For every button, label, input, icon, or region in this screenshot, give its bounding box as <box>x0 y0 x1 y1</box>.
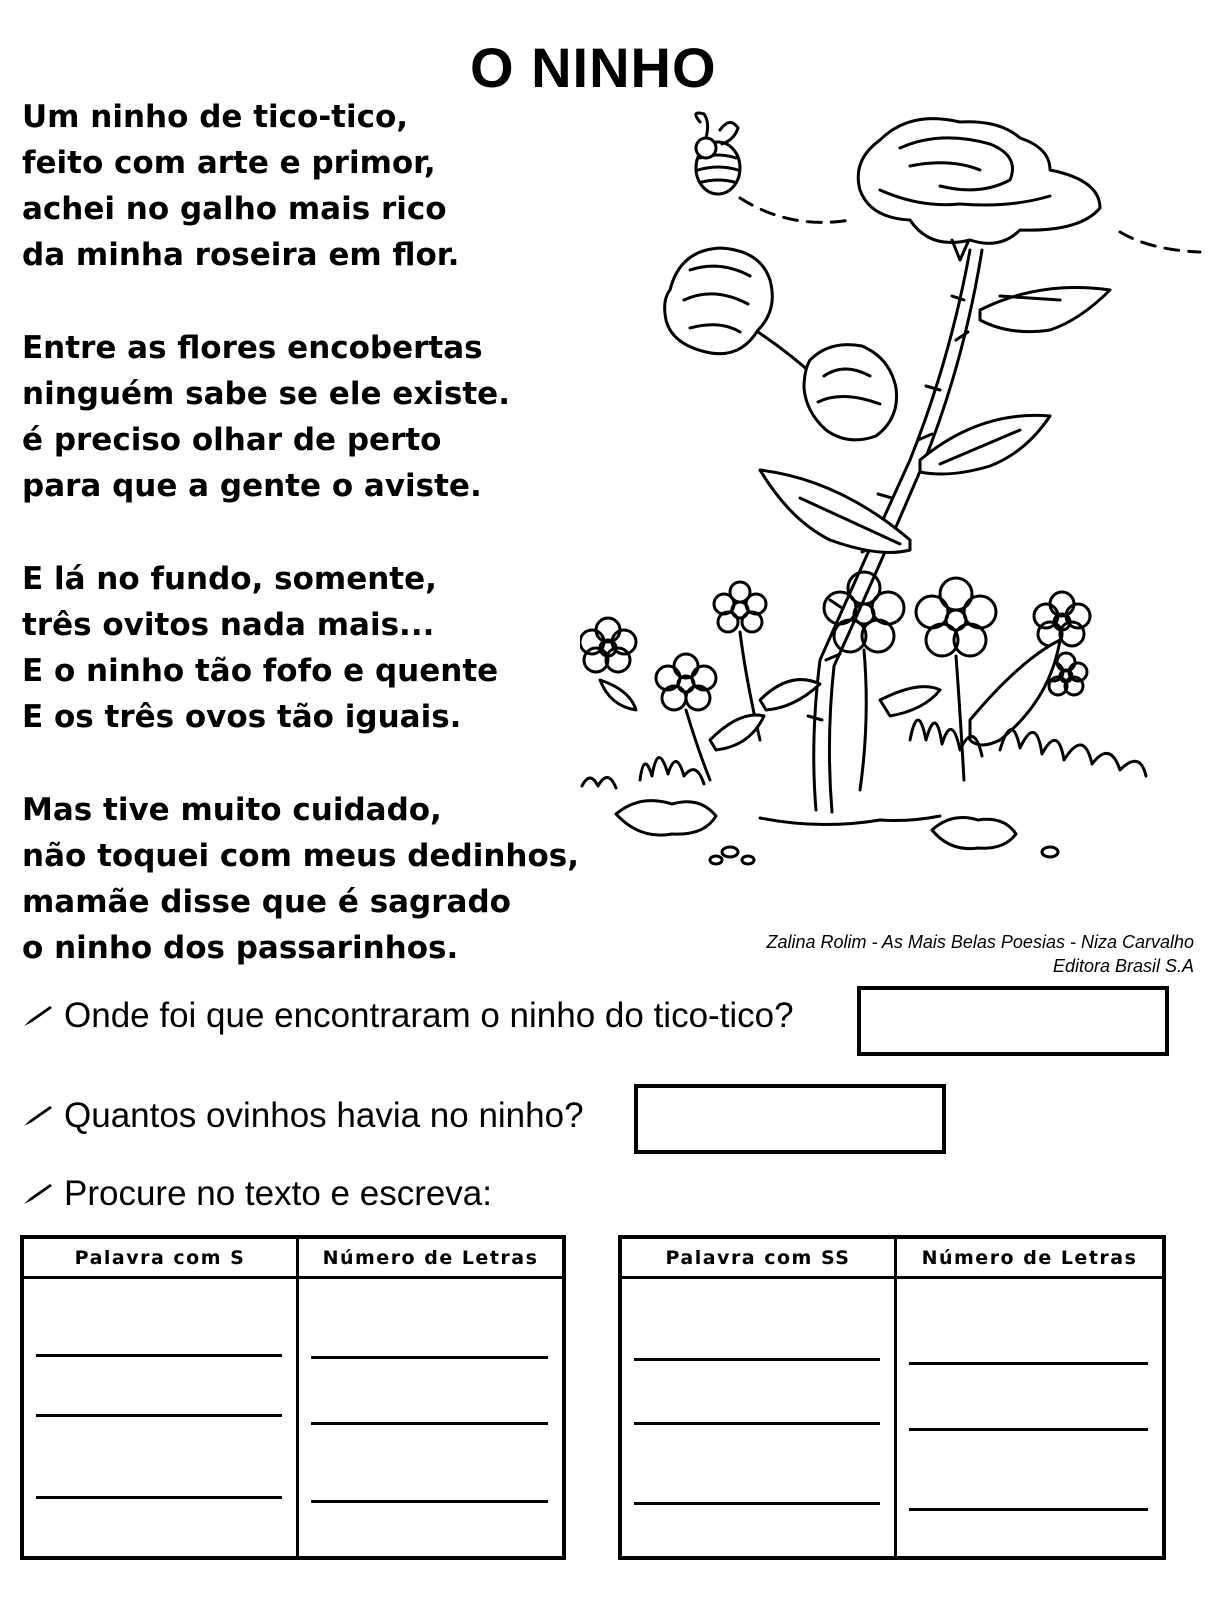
answer-line[interactable] <box>909 1362 1148 1365</box>
column-letter-count <box>296 1239 562 1556</box>
column-header: Número de Letras <box>299 1239 562 1279</box>
poem-verse: E lá no fundo, somente, <box>22 561 437 597</box>
answer-line[interactable] <box>36 1496 282 1499</box>
poem-verse: feito com arte e primor, <box>22 145 436 181</box>
answer-line[interactable] <box>311 1422 548 1425</box>
column-header: Palavra com S <box>24 1239 296 1279</box>
pencil-icon <box>22 1182 54 1206</box>
word-table-s <box>20 1235 566 1560</box>
question-2-text: Quantos ovinhos havia no ninho? <box>64 1096 584 1135</box>
poem-verse: da minha roseira em flor. <box>22 237 460 273</box>
poem-verse: E os três ovos tão iguais. <box>22 699 462 735</box>
answer-line[interactable] <box>311 1500 548 1503</box>
column-letter-count <box>894 1239 1162 1556</box>
poem-verse: o ninho dos passarinhos. <box>22 930 459 966</box>
poem-verse: Entre as flores encobertas <box>22 330 483 366</box>
poem-verse: Um ninho de tico-tico, <box>22 99 409 135</box>
word-table-ss <box>618 1235 1166 1560</box>
column-header: Palavra com SS <box>622 1239 894 1279</box>
question-1-text: Onde foi que encontraram o ninho do tico-tico? <box>64 996 794 1035</box>
poem-stanza <box>22 94 642 278</box>
rose-bush-illustration <box>580 100 1205 900</box>
poem-stanza <box>22 556 642 740</box>
poem-verse: E o ninho tão fofo e quente <box>22 653 499 689</box>
pencil-icon <box>22 1104 54 1128</box>
poem-stanza <box>22 787 642 971</box>
pencil-icon <box>22 1004 54 1028</box>
column-word-ss <box>622 1239 894 1556</box>
question-1 <box>22 996 794 1036</box>
top-rose <box>858 119 1100 260</box>
poem-stanza <box>22 325 642 509</box>
question-3 <box>22 1174 492 1214</box>
poem-verse: para que a gente o aviste. <box>22 468 482 504</box>
answer-line[interactable] <box>634 1422 880 1425</box>
answer-box-2[interactable] <box>634 1084 946 1154</box>
answer-line[interactable] <box>909 1508 1148 1511</box>
column-word-s <box>24 1239 296 1556</box>
answer-line[interactable] <box>909 1428 1148 1431</box>
bee-icon <box>696 113 740 194</box>
answer-line[interactable] <box>634 1358 880 1361</box>
answer-line[interactable] <box>311 1356 548 1359</box>
poem-verse: ninguém sabe se ele existe. <box>22 376 510 412</box>
question-3-text: Procure no texto e escreva: <box>64 1174 492 1213</box>
source-credit <box>767 930 1194 978</box>
answer-box-1[interactable] <box>857 986 1169 1056</box>
credit-author: Zalina Rolim - As Mais Belas Poesias - Niza Carvalho <box>766 932 1194 952</box>
answer-line[interactable] <box>36 1414 282 1417</box>
answer-line[interactable] <box>36 1354 282 1357</box>
poem-verse: não toquei com meus dedinhos, <box>22 838 580 874</box>
poem-verse: achei no galho mais rico <box>22 191 447 227</box>
poem-verse: Mas tive muito cuidado, <box>22 792 442 828</box>
rose-bud <box>804 345 897 440</box>
page-title: O NINHO <box>470 36 717 99</box>
credit-publisher: Editora Brasil S.A <box>1052 956 1194 976</box>
answer-line[interactable] <box>634 1502 880 1505</box>
poem-verse: três ovitos nada mais... <box>22 607 435 643</box>
poem <box>22 94 642 1018</box>
question-2 <box>22 1096 584 1136</box>
poem-verse: mamãe disse que é sagrado <box>22 884 511 920</box>
poem-verse: é preciso olhar de perto <box>22 422 442 458</box>
column-header: Número de Letras <box>897 1239 1162 1279</box>
